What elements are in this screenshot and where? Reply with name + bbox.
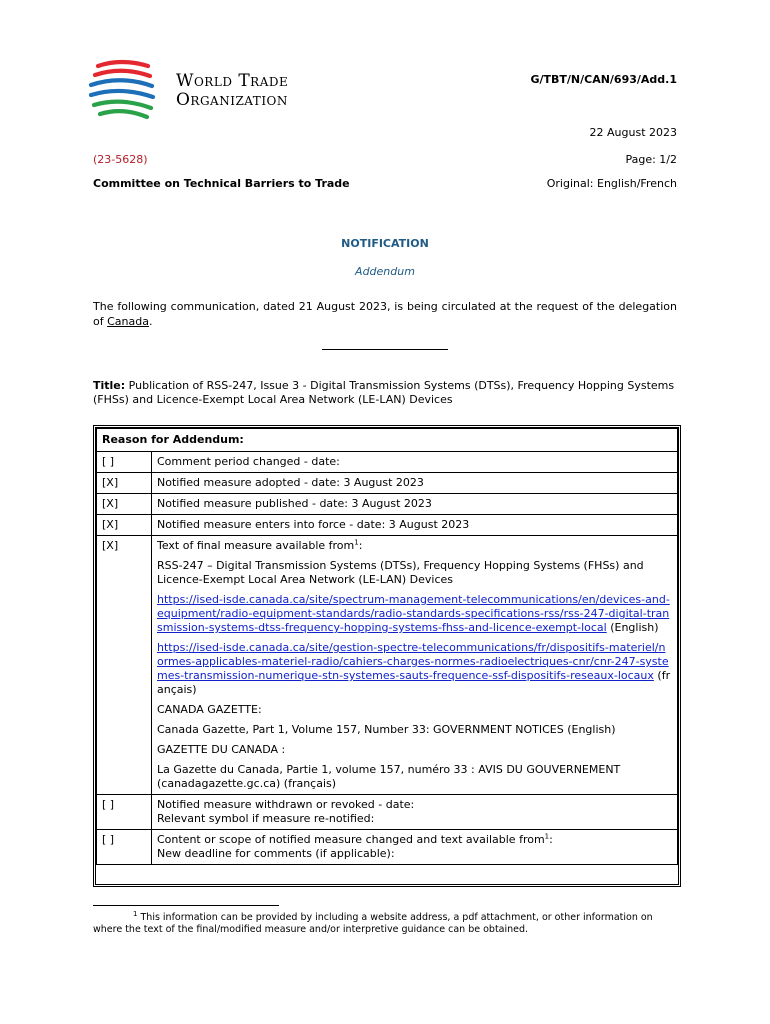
table-row [97,473,678,494]
withdrawn-line1: Notified measure withdrawn or revoked - date: [157,798,415,811]
table-row [97,494,678,515]
reason-mark: [X] [97,494,152,515]
reason-mark: [ ] [97,830,152,865]
title-text: Publication of RSS-247, Issue 3 - Digital Transmission Systems (DTSs), Frequency Hopping Systems (FHSs) and Licence-Exempt Local Area Network (LE-LAN) Devices [93,379,675,406]
intro-paragraph [93,299,677,329]
org-name-line1: World Trade [176,71,289,91]
table-row-final-measure [97,536,678,795]
gazette-fr-label: GAZETTE DU CANADA : [157,743,286,756]
link-french[interactable]: https://ised-isde.canada.ca/site/gestion-spectre-telecommunications/fr/dispositifs-materiel/normes-applicables-materiel-radio/cahiers-charges-normes-radioelectriques-cnr/cnr-247-systemes-transmission-numerique-stn-systemes-sauts-frequence-ssf-dispositifs-reseaux-locaux [157,641,669,682]
gazette-label: CANADA GAZETTE: [157,703,262,716]
org-name-line2: Organization [176,90,288,110]
footnote-number: 1 [133,909,138,918]
reason-mark: [X] [97,536,152,795]
lang-english: (English) [606,621,659,634]
content-colon: : [549,833,553,846]
final-measure-colon: : [358,539,363,552]
document-date: 22 August 2023 [589,126,677,139]
content-line2: New deadline for comments (if applicable): [157,847,395,860]
addendum-subheading: Addendum [355,265,415,278]
document-symbol: G/TBT/N/CAN/693/Add.1 [530,73,677,86]
content-line1-text: Content or scope of notified measure changed and text available from [157,833,545,846]
separator-line [322,349,448,350]
page-indicator: Page: 1/2 [625,153,677,166]
reason-mark: [X] [97,515,152,536]
notification-heading: NOTIFICATION [341,237,429,250]
withdrawn-line2: Relevant symbol if measure re-notified: [157,812,375,825]
link-english[interactable]: https://ised-isde.canada.ca/site/spectrum-management-telecommunications/en/devices-and-equipment/radio-equipment-standards/radio-standards-specifications-rss/rss-247-digital-transmission-systems-dtss-frequency-hopping-systems-fhss-and-licence-exempt-local [157,593,670,634]
original-language: Original: English/French [546,177,677,190]
footnote [93,909,677,936]
withdrawn-cell [152,795,678,830]
committee-name: Committee on Technical Barriers to Trade [93,177,350,190]
table-row [97,795,678,830]
french-link-line [157,641,672,697]
document-number: (23-5628) [93,153,148,166]
reason-text: Notified measure published - date: 3 August 2023 [152,494,678,515]
intro-country: Canada [107,315,149,328]
reason-text: Comment period changed - date: [152,452,678,473]
reason-mark: [ ] [97,452,152,473]
table-header-row [97,429,678,452]
lang-french: (français) [157,669,671,696]
final-measure-lead [157,539,672,553]
table-row [97,452,678,473]
english-link-line [157,593,672,635]
intro-text: The following communication, dated 21 August 2023, is being circulated at the request of the delegation of [93,300,677,328]
gazette-french: La Gazette du Canada, Partie 1, volume 157, numéro 33 : AVIS DU GOUVERNEMENT (canadagazette.gc.ca) (français) [157,763,621,790]
title-label: Title: [93,379,126,392]
footnote-separator [93,905,279,906]
final-measure-cell [152,536,678,795]
gazette-english: Canada Gazette, Part 1, Volume 157, Number 33: GOVERNMENT NOTICES (English) [157,723,616,736]
footnote-text: This information can be provided by including a website address, a pdf attachment, or other information on where the text of the final/modified measure and/or interpretive guidance can be obtained. [93,912,653,935]
reason-text: Notified measure enters into force - date: 3 August 2023 [152,515,678,536]
org-name [176,72,288,110]
table-row [97,515,678,536]
final-measure-lead-text: Text of final measure available from [157,539,355,552]
reasons-header: Reason for Addendum: [97,429,678,452]
reason-mark: [ ] [97,795,152,830]
notification-title [93,379,677,407]
footnote-ref: 1 [544,832,550,841]
reason-text: Notified measure adopted - date: 3 August 2023 [152,473,678,494]
table-row [97,830,678,865]
footnote-ref: 1 [354,538,359,547]
reasons-table [93,425,681,887]
intro-period: . [148,315,153,328]
reason-mark: [X] [97,473,152,494]
rss-title: RSS-247 – Digital Transmission Systems (DTSs), Frequency Hopping Systems (FHSs) and Licence-Exempt Local Area Network (LE-LAN) Devices [157,559,644,586]
content-line1 [157,833,672,847]
content-changed-cell [152,830,678,865]
